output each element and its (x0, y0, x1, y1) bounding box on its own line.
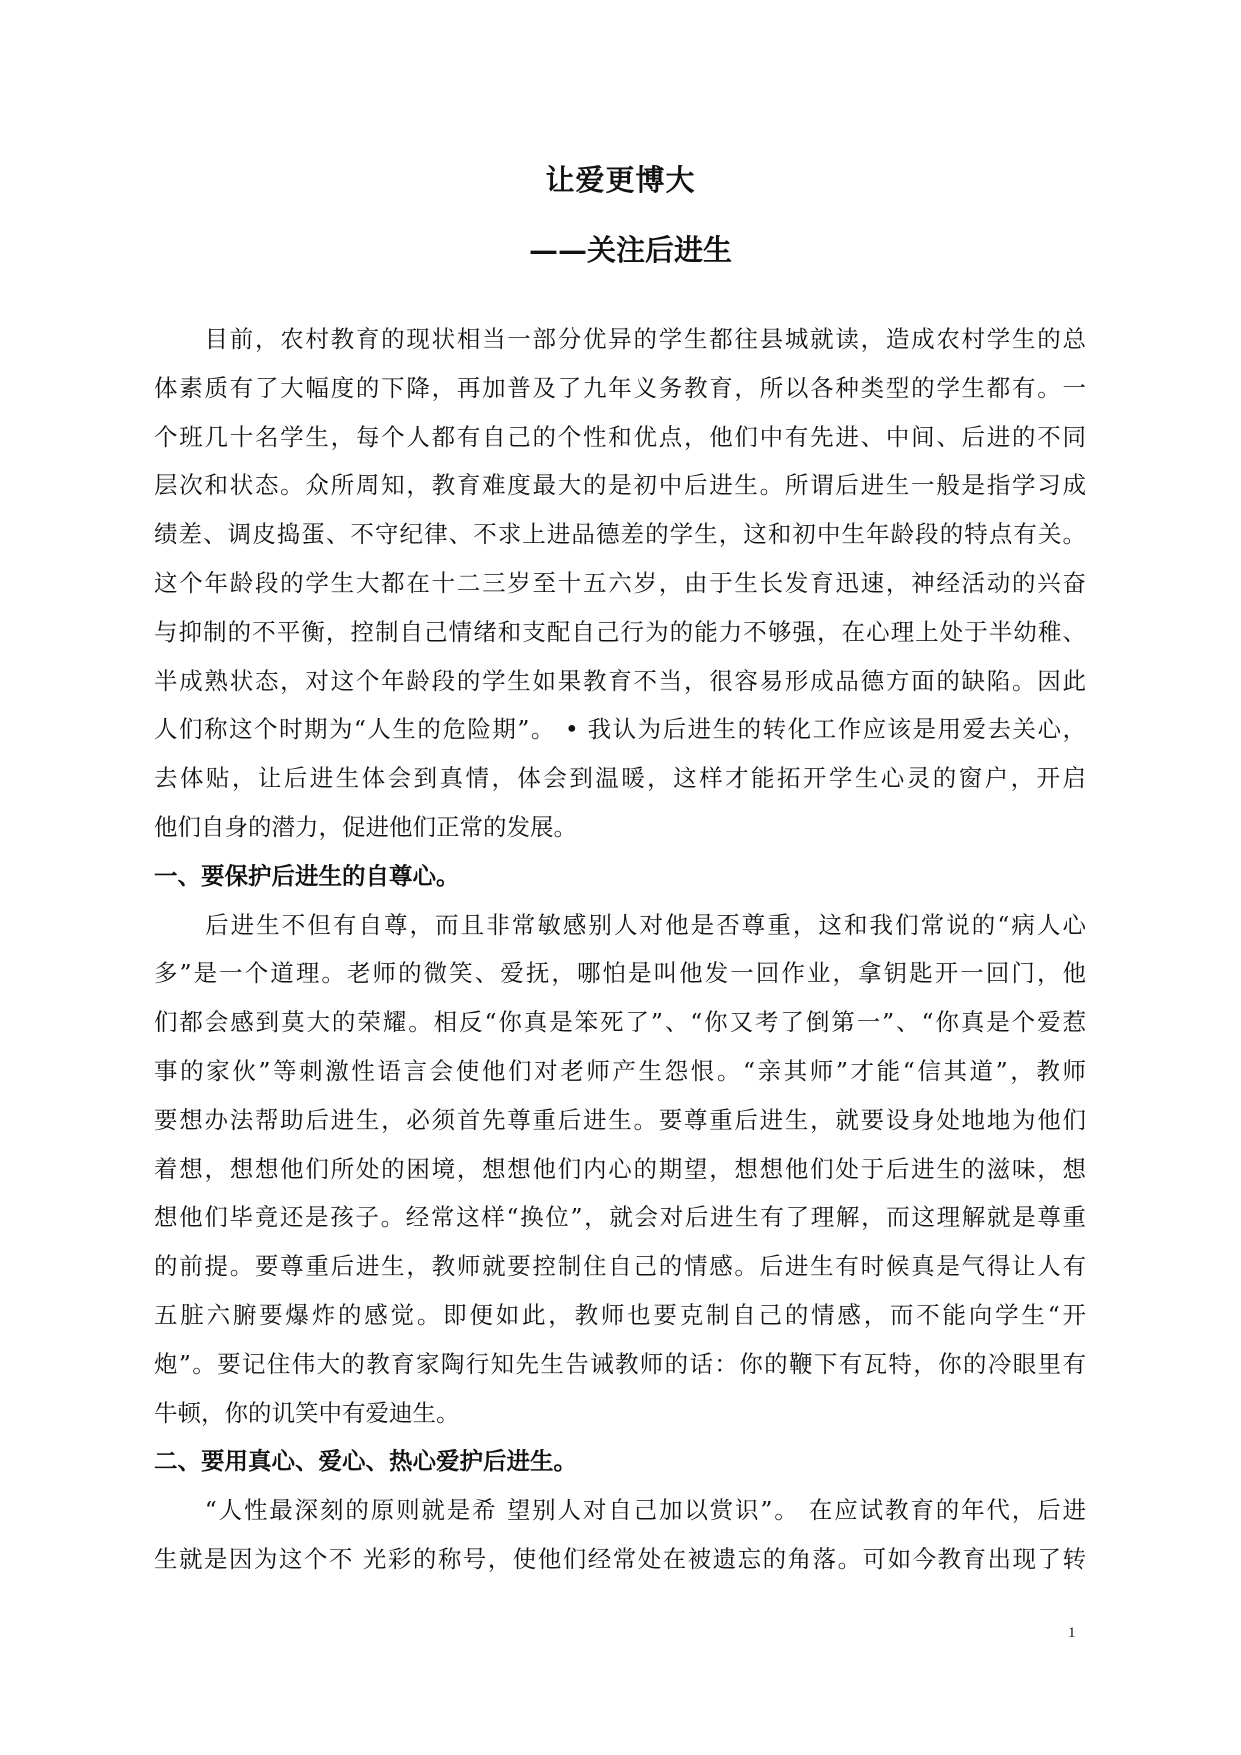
body-line: 多”是一个道理。老师的微笑、爱抚，哪怕是叫他发一回作业，拿钥匙开一回门，他 (154, 959, 1086, 988)
body-line: 的前提。要尊重后进生，教师就要控制住自己的情感。后进生有时候真是气得让人有 (154, 1252, 1086, 1281)
body-line: 后进生不但有自尊，而且非常敏感别人对他是否尊重，这和我们常说的“病人心 (154, 910, 1086, 939)
body-line: 个班几十名学生，每个人都有自己的个性和优点，他们中有先进、中间、后进的不同 (154, 422, 1086, 451)
page-number: 1 (1068, 1625, 1076, 1641)
body-line: 着想，想想他们所处的困境，想想他们内心的期望，想想他们处于后进生的滋味，想 (154, 1154, 1086, 1183)
body-line: “人性最深刻的原则就是希 望别人对自己加以赏识”。 在应试教育的年代，后进 (154, 1496, 1086, 1525)
document-subtitle: ——关注后进生 (528, 233, 732, 267)
document-body (154, 315, 1086, 1584)
body-line: 他们自身的潜力，促进他们正常的发展。 (154, 812, 577, 841)
body-line: 半成熟状态，对这个年龄段的学生如果教育不当，很容易形成品德方面的缺陷。因此 (154, 666, 1086, 695)
body-line: 去体贴，让后进生体会到真情，体会到温暖，这样才能拓开学生心灵的窗户，开启 (154, 764, 1086, 793)
body-line: 牛顿，你的讥笑中有爱迪生。 (154, 1398, 460, 1427)
document-title: 让爱更博大 (545, 163, 696, 197)
body-line: 体素质有了大幅度的下降，再加普及了九年义务教育，所以各种类型的学生都有。一 (154, 373, 1086, 402)
body-line: 与抑制的不平衡，控制自己情绪和支配自己行为的能力不够强，在心理上处于半幼稚、 (154, 617, 1086, 646)
body-line: 要想办法帮助后进生，必须首先尊重后进生。要尊重后进生，就要设身处地地为他们 (154, 1105, 1086, 1134)
body-line: 这个年龄段的学生大都在十二三岁至十五六岁，由于生长发育迅速，神经活动的兴奋 (154, 568, 1086, 597)
body-line: 事的家伙”等刺激性语言会使他们对老师产生怨恨。“亲其师”才能“信其道”，教师 (154, 1056, 1086, 1085)
body-line: 人们称这个时期为“人生的危险期”。 • 我认为后进生的转化工作应该是用爱去关心， (154, 715, 1086, 744)
section-heading: 二、要用真心、爱心、热心爱护后进生。 (154, 1447, 577, 1476)
body-line: 绩差、调皮捣蛋、不守纪律、不求上进品德差的学生，这和初中生年龄段的特点有关。 (154, 520, 1086, 549)
body-line: 炮”。要记住伟大的教育家陶行知先生告诫教师的话：你的鞭下有瓦特，你的冷眼里有 (154, 1349, 1086, 1378)
body-line: 想他们毕竟还是孩子。经常这样“换位”，就会对后进生有了理解，而这理解就是尊重 (154, 1203, 1086, 1232)
body-line: 目前，农村教育的现状相当一部分优异的学生都往县城就读，造成农村学生的总 (154, 325, 1086, 353)
section-heading: 一、要保护后进生的自尊心。 (154, 861, 460, 890)
body-line: 层次和状态。众所周知，教育难度最大的是初中后进生。所谓后进生一般是指学习成 (154, 471, 1086, 500)
body-line: 五脏六腑要爆炸的感觉。即便如此，教师也要克制自己的情感，而不能向学生“开 (154, 1300, 1086, 1329)
body-line: 生就是因为这个不 光彩的称号，使他们经常处在被遗忘的角落。可如今教育出现了转 (154, 1544, 1086, 1573)
body-line: 们都会感到莫大的荣耀。相反“你真是笨死了”、“你又考了倒第一”、“你真是个爱惹 (154, 1008, 1086, 1037)
